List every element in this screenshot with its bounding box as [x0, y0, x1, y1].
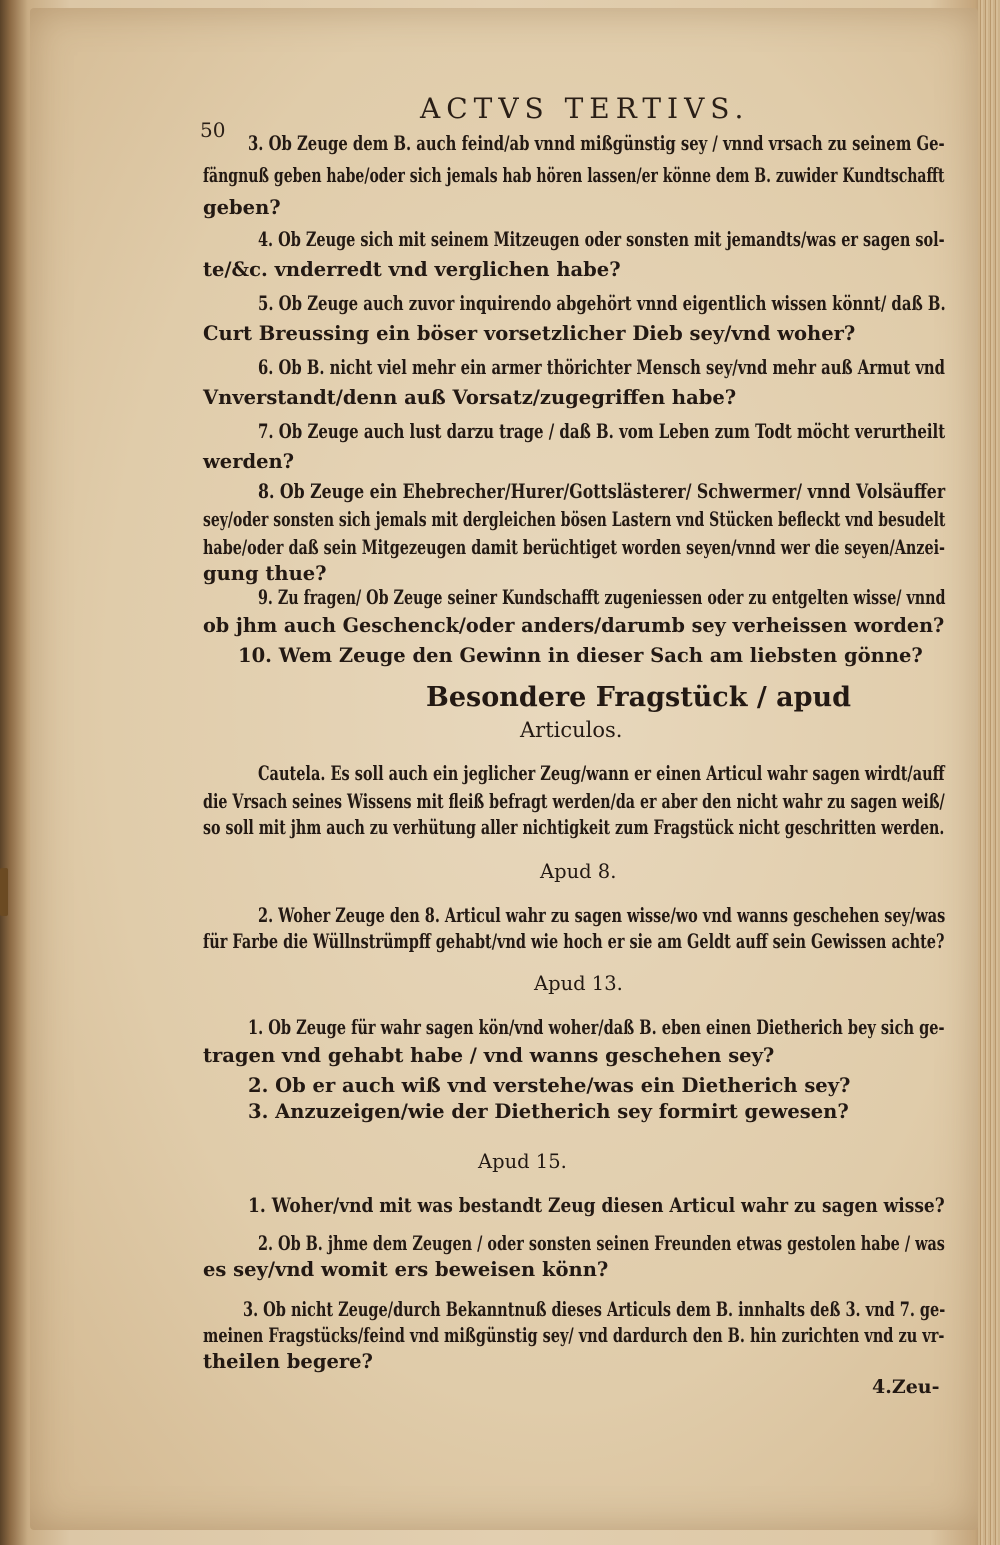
section-heading: Besondere Fragstück / apud — [426, 682, 851, 713]
text-line: theilen begere? — [203, 1350, 373, 1373]
text-line: 5. Ob Zeuge auch zuvor inquirendo abgehört vnnd eigentlich wissen könnt/ daß B. — [258, 292, 946, 315]
text-line: 2. Ob B. jhme dem Zeugen / oder sonsten seinen Freunden etwas gestolen habe / was — [258, 1232, 945, 1255]
text-line: 2. Ob er auch wiß vnd verstehe/was ein Dietherich sey? — [248, 1074, 851, 1097]
text-line: die Vrsach seines Wissens mit fleiß befragt werden/da er aber den nicht wahr zu sagen weiß/ — [203, 790, 945, 813]
text-line: Curt Breussing ein böser vorsetzlicher Dieb sey/vnd woher? — [203, 322, 856, 345]
text-line: 3. Anzuzeigen/wie der Dietherich sey formirt gewesen? — [248, 1100, 849, 1123]
text-line: 7. Ob Zeuge auch lust darzu trage / daß B. vom Leben zum Todt möcht verurtheilt — [258, 420, 946, 443]
text-line: sey/oder sonsten sich jemals mit dergleichen bösen Lastern vnd Stücken befleckt vnd besudelt — [203, 508, 946, 531]
page-number: 50 — [200, 118, 226, 142]
text-line: geben? — [203, 196, 281, 219]
text-line: te/&c. vnderredt vnd verglichen habe? — [203, 258, 621, 281]
text-line: fängnuß geben habe/oder sich jemals hab hören lassen/er könne dem B. zuwider Kundtschafft — [203, 164, 945, 187]
text-line: 1. Woher/vnd mit was bestandt Zeug diesen Articul wahr zu sagen wisse? — [248, 1194, 945, 1217]
text-line: ob jhm auch Geschenck/oder anders/darumb sey verheissen worden? — [203, 614, 945, 637]
text-line: Cautela. Es soll auch ein jeglicher Zeug/wann er einen Articul wahr sagen wirdt/auff — [258, 762, 945, 785]
text-line: 2. Woher Zeuge den 8. Articul wahr zu sagen wisse/wo vnd wanns geschehen sey/was — [258, 904, 946, 927]
subsection-heading: Apud 8. — [540, 860, 617, 883]
text-line: 4. Ob Zeuge sich mit seinem Mitzeugen oder sonsten mit jemandts/was er sagen sol- — [258, 228, 945, 251]
text-line: tragen vnd gehabt habe / vnd wanns geschehen sey? — [203, 1044, 775, 1067]
text-line: 9. Zu fragen/ Ob Zeuge seiner Kundschafft zugeniessen oder zu entgelten wisse/ vnnd — [258, 586, 946, 609]
section-subheading: Articulos. — [520, 718, 623, 742]
text-line: 3. Ob Zeuge dem B. auch feind/ab vnnd mißgünstig sey / vnnd vrsach zu seinem Ge- — [248, 132, 945, 155]
page-edges — [978, 0, 1000, 1545]
text-line: 10. Wem Zeuge den Gewinn in dieser Sach am liebsten gönne? — [238, 644, 923, 667]
text-line: für Farbe die Wüllnstrümpff gehabt/vnd wie hoch er sie am Geldt auff sein Gewissen achte? — [203, 930, 945, 953]
subsection-heading: Apud 15. — [478, 1150, 567, 1173]
subsection-heading: Apud 13. — [534, 972, 623, 995]
catchword: 4.Zeu- — [872, 1376, 940, 1398]
text-line: so soll mit jhm auch zu verhütung aller nichtigkeit zum Fragstück nicht geschritten werden. — [203, 816, 945, 839]
text-line: es sey/vnd womit ers beweisen könn? — [203, 1258, 609, 1281]
running-head: ACTVS TERTIVS. — [420, 92, 750, 125]
text-line: 6. Ob B. nicht viel mehr ein armer thörichter Mensch sey/vnd mehr auß Armut vnd — [258, 356, 945, 379]
text-line: meinen Fragstücks/feind vnd mißgünstig sey/ vnd dardurch den B. hin zurichten vnd zu vr- — [203, 1324, 945, 1347]
text-line: 1. Ob Zeuge für wahr sagen kön/vnd woher/daß B. eben einen Dietherich bey sich ge- — [248, 1016, 945, 1039]
text-line: 3. Ob nicht Zeuge/durch Bekanntnuß dieses Articuls dem B. innhalts deß 3. vnd 7. ge- — [243, 1298, 946, 1321]
text-line: werden? — [203, 450, 295, 473]
text-line: 8. Ob Zeuge ein Ehebrecher/Hurer/Gottslästerer/ Schwermer/ vnnd Volsäuffer — [258, 480, 946, 503]
text-line: habe/oder daß sein Mitgezeugen damit berüchtiget worden seyen/vnnd wer die seyen/Anzei- — [203, 536, 945, 559]
text-line: gung thue? — [203, 562, 327, 585]
text-line: Vnverstandt/denn auß Vorsatz/zugegriffen habe? — [203, 386, 737, 409]
binding-clasp — [0, 868, 8, 916]
